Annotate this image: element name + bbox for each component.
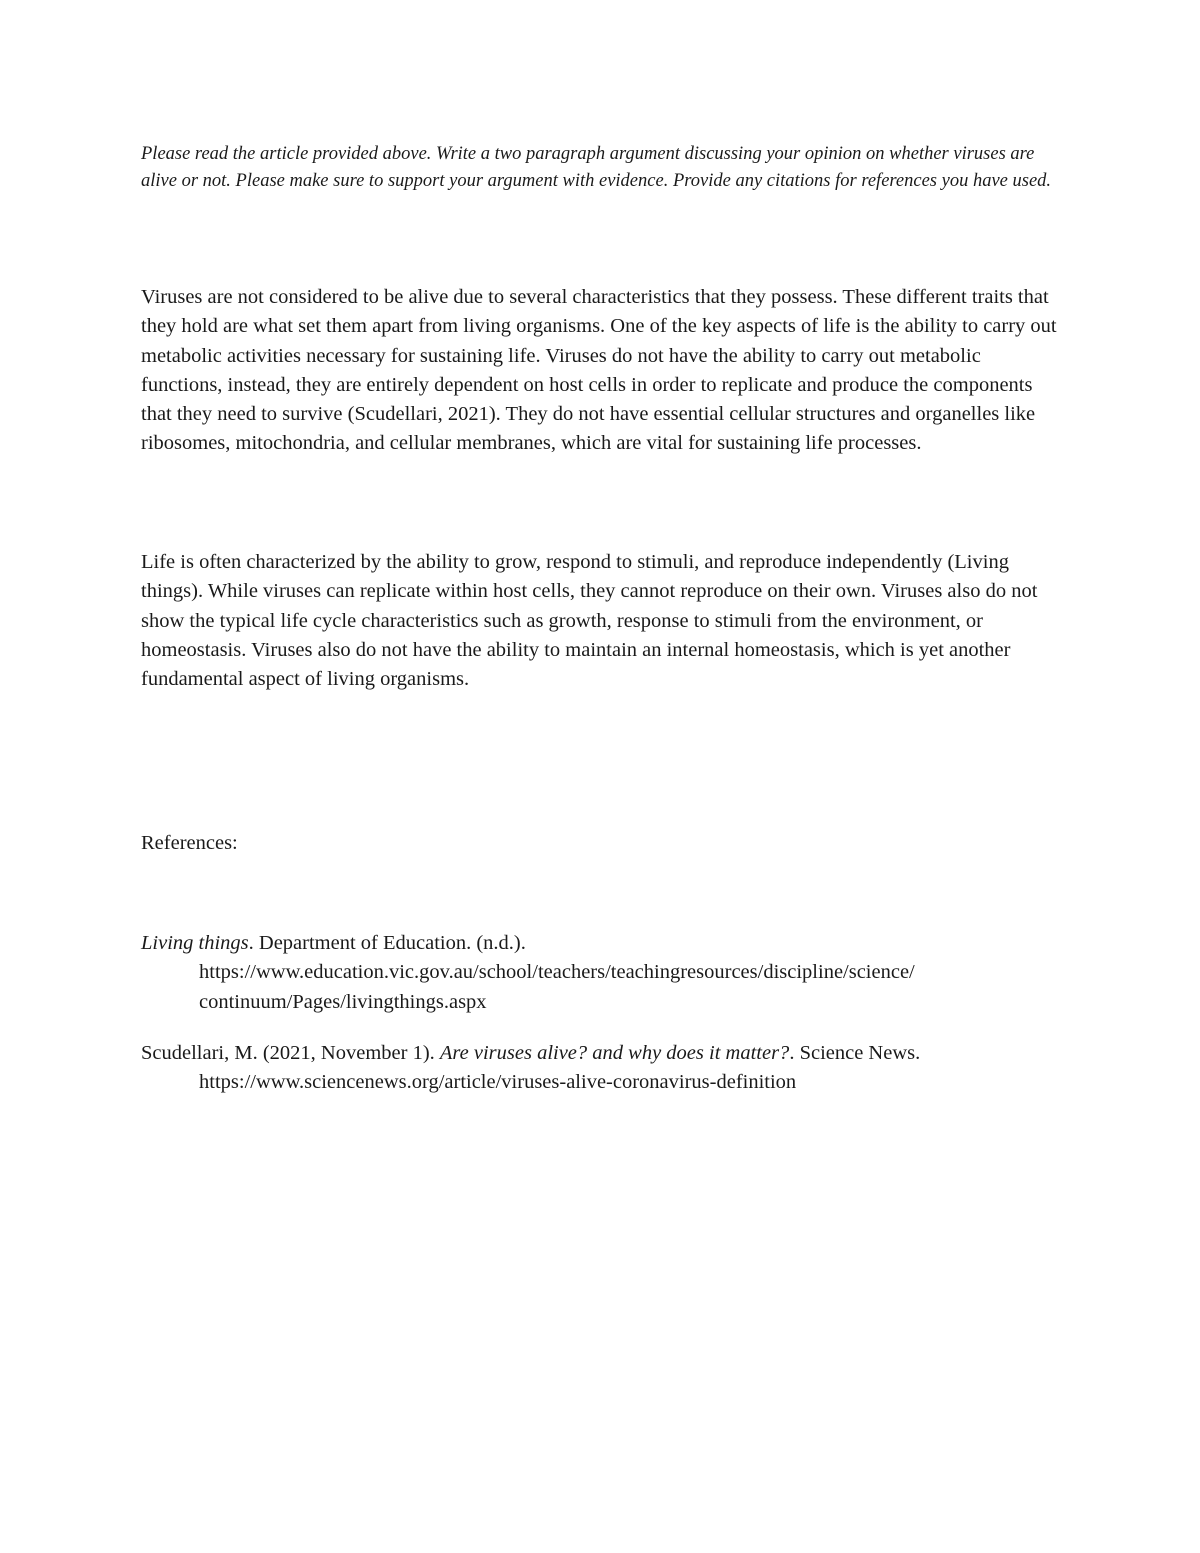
reference-entry-2	[141, 1039, 1119, 1098]
reference-1-publisher: . Department of Education. (n.d.).	[248, 932, 526, 954]
reference-2-publisher: . Science News.	[789, 1042, 921, 1064]
reference-2-title: Are viruses alive? and why does it matter?	[439, 1042, 790, 1064]
reference-1-url-line-1[interactable]: https://www.education.vic.gov.au/school/teachers/teachingresources/discipline/science/	[199, 961, 915, 984]
assignment-prompt: Please read the article provided above. Write a two paragraph argument discussing your opinion on whether viruses are alive or not. Please make sure to support your argument with evidence. Provide any citations for references you have used.	[141, 144, 1052, 191]
reference-1-title: Living things	[141, 932, 249, 954]
reference-2-author-date: Scudellari, M. (2021, November 1).	[141, 1042, 440, 1064]
reference-2-url[interactable]: https://www.sciencenews.org/article/viruses-alive-coronavirus-definition	[199, 1071, 797, 1094]
reference-1-url-line-2[interactable]: continuum/Pages/livingthings.aspx	[199, 990, 487, 1013]
reference-entry-1	[141, 929, 1119, 1017]
references-heading: References:	[141, 832, 238, 854]
argument-paragraph-1: Viruses are not considered to be alive due to several characteristics that they possess. These different traits that they hold are what set them apart from living organisms. One of the key aspects of life is the ability to carry out metabolic activities necessary for sustaining life. Viruses do not have the ability to carry out metabolic functions, instead, they are entirely dependent on host cells in order to replicate and produce the components that they need to survive (Scudellari, 2021). They do not have essential cellular structures and organelles like ribosomes, mitochondria, and cellular membranes, which are vital for sustaining life processes.	[141, 286, 1057, 455]
argument-paragraph-2: Life is often characterized by the ability to grow, respond to stimuli, and reproduce independently (Living things). While viruses can replicate within host cells, they cannot reproduce on their own. Viruses also do not show the typical life cycle characteristics such as growth, response to stimuli from the environment, or homeostasis. Viruses also do not have the ability to maintain an internal homeostasis, which is yet another fundamental aspect of living organisms.	[141, 551, 1038, 691]
